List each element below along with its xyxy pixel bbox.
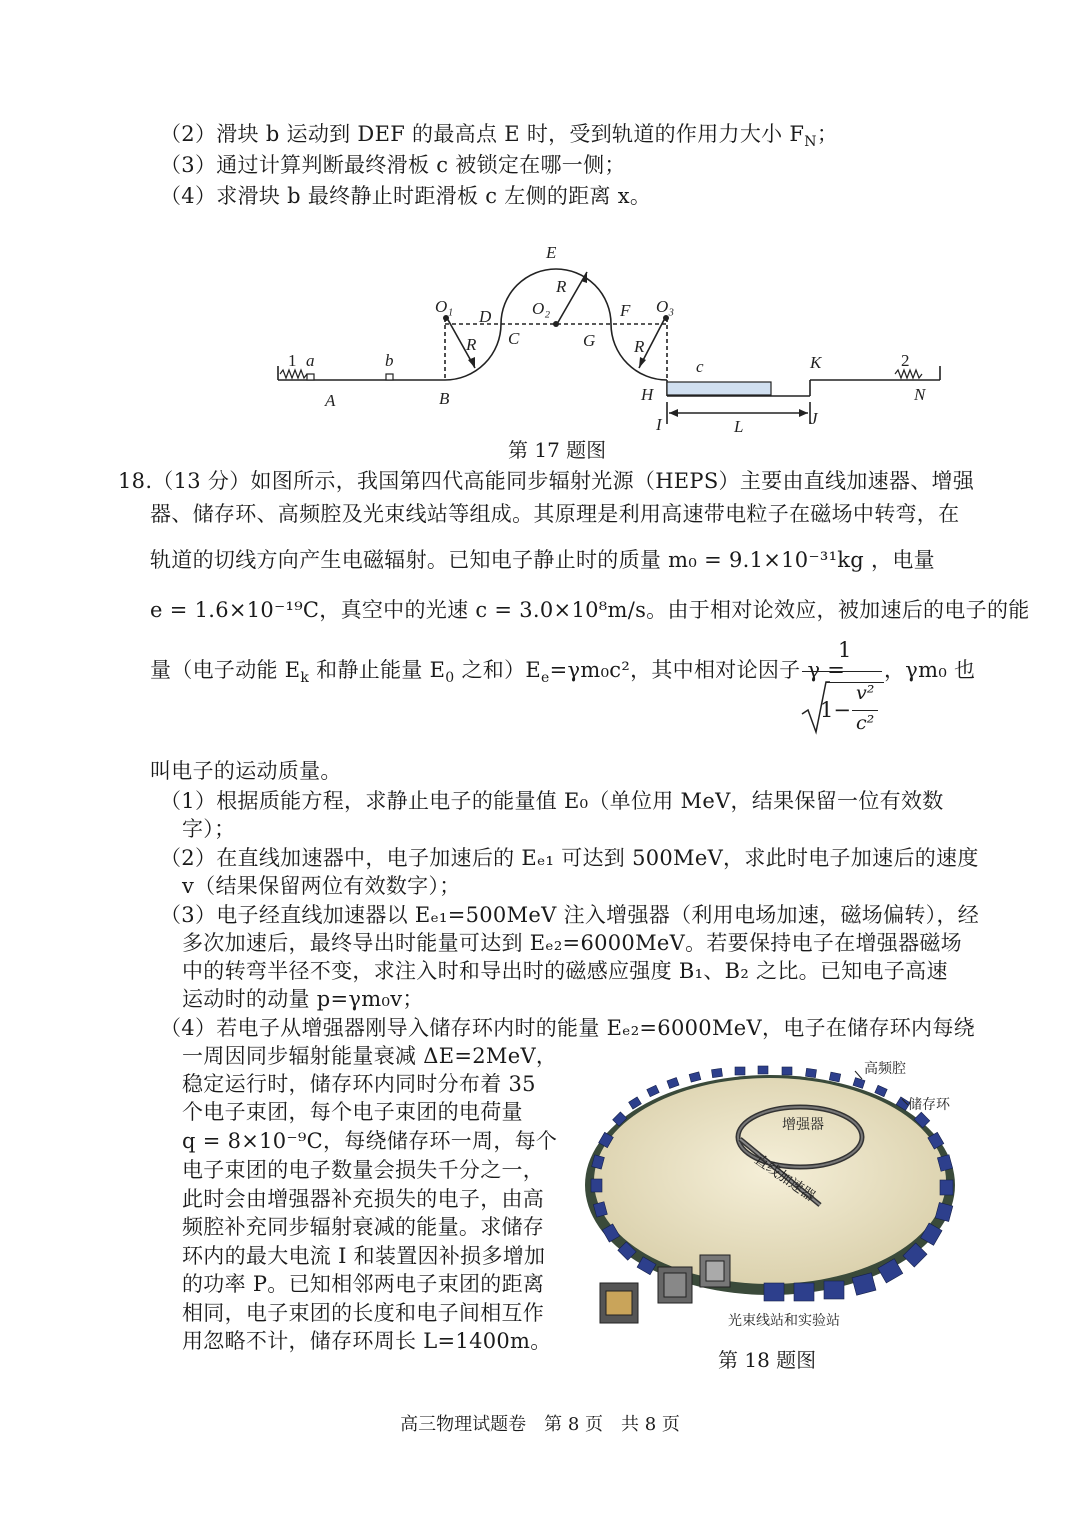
q18-p4f: 电子束团的电子数量会损失千分之一，	[182, 1158, 545, 1182]
figure-18-caption: 第 18 题图	[718, 1348, 817, 1372]
q17-part3: （3）通过计算判断最终滑板 c 被锁定在哪一侧；	[160, 153, 626, 177]
slider-a	[307, 374, 314, 380]
q18-p4j: 的功率 P。已知相邻两电子束团的距离	[182, 1272, 545, 1296]
frac-den-c: c²	[856, 712, 875, 734]
label-G: G	[583, 331, 596, 350]
q18-p1b: 字）；	[182, 817, 236, 841]
board-c	[667, 382, 771, 395]
spring-2	[895, 370, 922, 378]
q18-p4i: 环内的最大电流 I 和装置因补损多增加	[182, 1244, 546, 1268]
frac-den-1: 1−	[820, 698, 851, 722]
q18-p4h: 频腔补充同步辐射衰减的能量。求储存	[182, 1215, 545, 1239]
label-H: H	[641, 385, 654, 404]
label-b: b	[385, 351, 394, 370]
label-a: a	[306, 351, 315, 370]
q18-p4k: 相同，电子束团的长度和电子间相互作	[182, 1301, 545, 1325]
label-B: B	[439, 389, 450, 408]
label-I: I	[656, 415, 662, 434]
intro5b: 和静止能量 E	[309, 658, 446, 682]
q18-p4b: 一周因同步辐射能量衰减 ΔE=2MeV，	[182, 1044, 558, 1068]
intro5d: =γm₀c²，其中相对论因子 γ =	[549, 658, 846, 682]
label-F: F	[620, 301, 631, 320]
intro5b-sub: 0	[445, 670, 455, 687]
intro5c-sub: e	[541, 670, 550, 687]
label-O1: O₁	[435, 297, 454, 316]
q18-p2a: （2）在直线加速器中，电子加速后的 Eₑ₁ 可达到 500MeV，求此时电子加速后的速度	[160, 846, 979, 870]
label-O2: O₂	[532, 299, 551, 318]
label-booster: 增强器	[782, 1117, 824, 1133]
q18-p4l: 用忽略不计，储存环周长 L=1400m。	[182, 1329, 552, 1353]
frac-numerator: 1	[838, 638, 852, 662]
q17-part2-text: （2）滑块 b 运动到 DEF 的最高点 E 时，受到轨道的作用力大小 F	[160, 122, 805, 146]
intro5a: 量（电子动能 E	[150, 658, 301, 682]
gamma-fraction	[800, 636, 884, 740]
q18-p2b: v（结果保留两位有效数字）；	[182, 874, 461, 898]
q18-p3a: （3）电子经直线加速器以 Eₑ₁=500MeV 注入增强器（利用电场加速，磁场偏转），经	[160, 903, 980, 927]
q18-p1a: （1）根据质能方程，求静止电子的能量值 E₀（单位用 MeV，结果保留一位有效数	[160, 789, 944, 813]
label-rf-cavity: 高频腔	[864, 1061, 906, 1077]
q18-p4g: 此时会由增强器补充损失的电子，由高	[182, 1187, 545, 1211]
q18-p4c: 稳定运行时，储存环内同时分布着 35	[182, 1072, 536, 1096]
label-2: 2	[901, 351, 910, 370]
label-linac: 直线加速器	[751, 1151, 818, 1205]
intro5a-sub: k	[300, 670, 310, 687]
q17-part2-end: ；	[816, 122, 839, 146]
label-E: E	[546, 243, 557, 262]
label-beamline: 光束线站和实验站	[728, 1313, 840, 1329]
label-C: C	[508, 329, 520, 348]
label-R1: R	[466, 335, 477, 354]
frac-den-v: v²	[856, 682, 875, 704]
label-c: c	[696, 357, 704, 376]
q17-part2-sub: N	[804, 134, 817, 151]
q18-p3d: 运动时的动量 p=γm₀v；	[182, 987, 424, 1011]
slider-b	[386, 374, 393, 380]
label-N: N	[914, 385, 926, 404]
figure-17-caption: 第 17 题图	[508, 438, 607, 462]
q18-p4d: 个电子束团，每个电子束团的电荷量	[182, 1100, 523, 1124]
q17-part4: （4）求滑块 b 最终静止时距滑板 c 左侧的距离 x。	[160, 184, 652, 208]
q18-p3c: 中的转弯半径不变，求注入时和导出时的磁感应强度 B₁、B₂ 之比。已知电子高速	[182, 959, 948, 983]
q18-p4a: （4）若电子从增强器刚导入储存环内时的能量 Eₑ₂=6000MeV，电子在储存环内每绕	[160, 1016, 975, 1040]
label-A: A	[325, 391, 336, 410]
label-O3: O₃	[656, 297, 675, 316]
label-1: 1	[288, 351, 297, 370]
label-J: J	[810, 409, 818, 428]
figure-17-diagram	[270, 238, 950, 438]
figure-18-heps-illustration	[570, 1055, 970, 1345]
spring-1	[280, 370, 307, 378]
label-L: L	[734, 417, 744, 436]
label-R3: R	[634, 337, 645, 356]
q18-intro-3: 轨道的切线方向产生电磁辐射。已知电子静止时的质量 m₀ = 9.1×10⁻³¹kg ，电量	[150, 548, 935, 572]
page-footer: 高三物理试题卷 第 8 页 共 8 页	[400, 1414, 680, 1435]
q18-intro-5	[150, 656, 845, 692]
q18-intro-4: e = 1.6×10⁻¹⁹C，真空中的光速 c = 3.0×10⁸m/s。由于相对论效应，被加速后的电子的能	[150, 598, 1030, 622]
q18-intro-6: 叫电子的运动质量。	[150, 759, 342, 783]
q18-p4e: q = 8×10⁻⁹C，每绕储存环一周，每个	[182, 1129, 558, 1153]
label-K: K	[810, 353, 822, 372]
q18-intro-1: 18.（13 分）如图所示，我国第四代高能同步辐射光源（HEPS）主要由直线加速器、增强	[118, 469, 975, 493]
q18-intro-2: 器、储存环、高频腔及光束线站等组成。其原理是利用高速带电粒子在磁场中转弯，在	[150, 502, 960, 526]
intro5c: 之和）E	[454, 658, 542, 682]
q18-p3b: 多次加速后，最终导出时能量可达到 Eₑ₂=6000MeV。若要保持电子在增强器磁场	[182, 931, 962, 955]
q18-intro-5e: ，γm₀ 也	[884, 658, 976, 682]
label-storage-ring: 储存环	[908, 1097, 950, 1113]
label-D: D	[479, 307, 492, 326]
label-R2: R	[556, 277, 567, 296]
